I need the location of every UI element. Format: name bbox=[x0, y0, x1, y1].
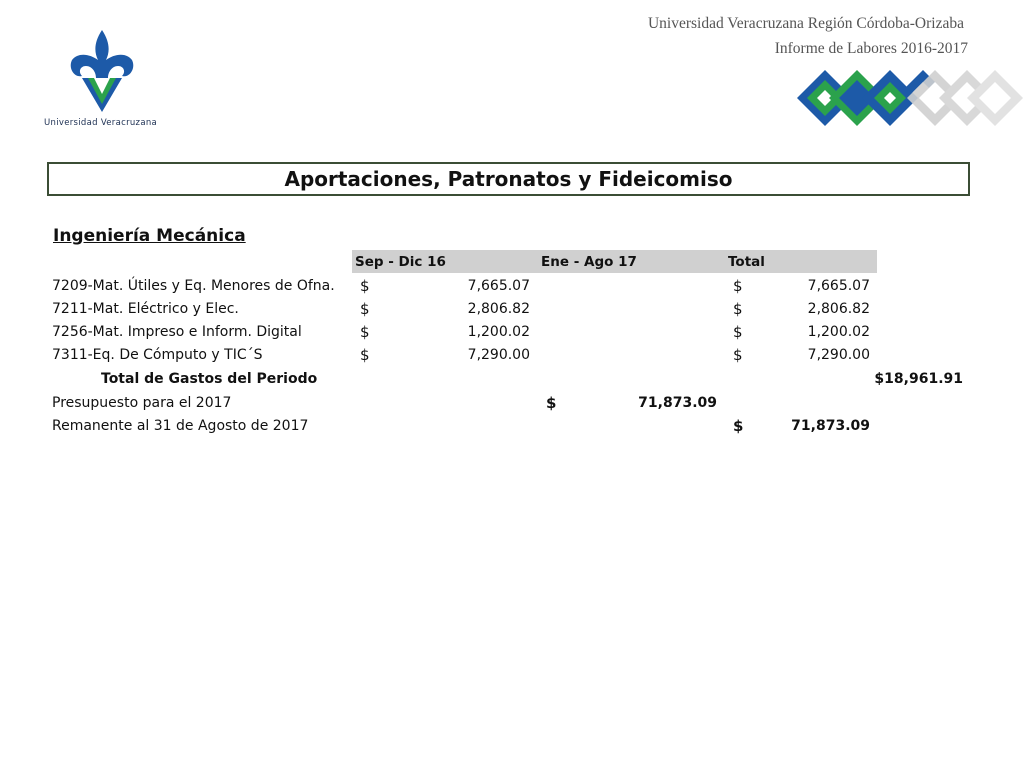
currency-symbol: $ bbox=[360, 277, 370, 295]
total-gastos-value: $18,961.91 bbox=[874, 371, 963, 387]
report-emblem bbox=[795, 66, 1024, 134]
amount-total: 7,290.00 bbox=[807, 347, 870, 363]
row-label: 7209-Mat. Útiles y Eq. Menores de Ofna. bbox=[52, 278, 335, 294]
amount-sep-dic: 7,290.00 bbox=[467, 347, 530, 363]
total-gastos-label: Total de Gastos del Periodo bbox=[101, 371, 318, 387]
currency-symbol: $ bbox=[733, 346, 743, 364]
amount-sep-dic: 2,806.82 bbox=[467, 301, 530, 317]
presupuesto-label: Presupuesto para el 2017 bbox=[52, 395, 232, 411]
col-header-sep-dic: Sep - Dic 16 bbox=[355, 254, 446, 270]
section-title: Ingeniería Mecánica bbox=[53, 226, 246, 246]
amount-sep-dic: 7,665.07 bbox=[467, 278, 530, 294]
fleur-de-lis-icon bbox=[68, 28, 136, 114]
col-header-total: Total bbox=[728, 254, 765, 270]
currency-symbol: $ bbox=[546, 394, 557, 412]
row-label: 7311-Eq. De Cómputo y TIC´S bbox=[52, 347, 263, 363]
currency-symbol: $ bbox=[733, 277, 743, 295]
emblem-icon bbox=[795, 66, 1024, 130]
header-institution-region: Universidad Veracruzana Región Córdoba-Orizaba bbox=[647, 15, 964, 32]
currency-symbol: $ bbox=[360, 346, 370, 364]
page-title: Aportaciones, Patronatos y Fideicomiso bbox=[47, 162, 970, 196]
currency-symbol: $ bbox=[360, 323, 370, 341]
remanente-label: Remanente al 31 de Agosto de 2017 bbox=[52, 418, 309, 434]
amount-total: 2,806.82 bbox=[807, 301, 870, 317]
amount-total: 7,665.07 bbox=[807, 278, 870, 294]
header-report-title: Informe de Labores 2016-2017 bbox=[774, 40, 968, 57]
amount-total: 1,200.02 bbox=[807, 324, 870, 340]
currency-symbol: $ bbox=[733, 417, 744, 435]
presupuesto-value: 71,873.09 bbox=[638, 395, 717, 411]
col-header-ene-ago: Ene - Ago 17 bbox=[541, 254, 637, 270]
currency-symbol: $ bbox=[733, 300, 743, 318]
currency-symbol: $ bbox=[733, 323, 743, 341]
row-label: 7211-Mat. Eléctrico y Elec. bbox=[52, 301, 239, 317]
amount-sep-dic: 1,200.02 bbox=[467, 324, 530, 340]
remanente-value: 71,873.09 bbox=[791, 418, 870, 434]
uv-logo-caption: Universidad Veracruzana bbox=[44, 118, 158, 128]
row-label: 7256-Mat. Impreso e Inform. Digital bbox=[52, 324, 302, 340]
currency-symbol: $ bbox=[360, 300, 370, 318]
